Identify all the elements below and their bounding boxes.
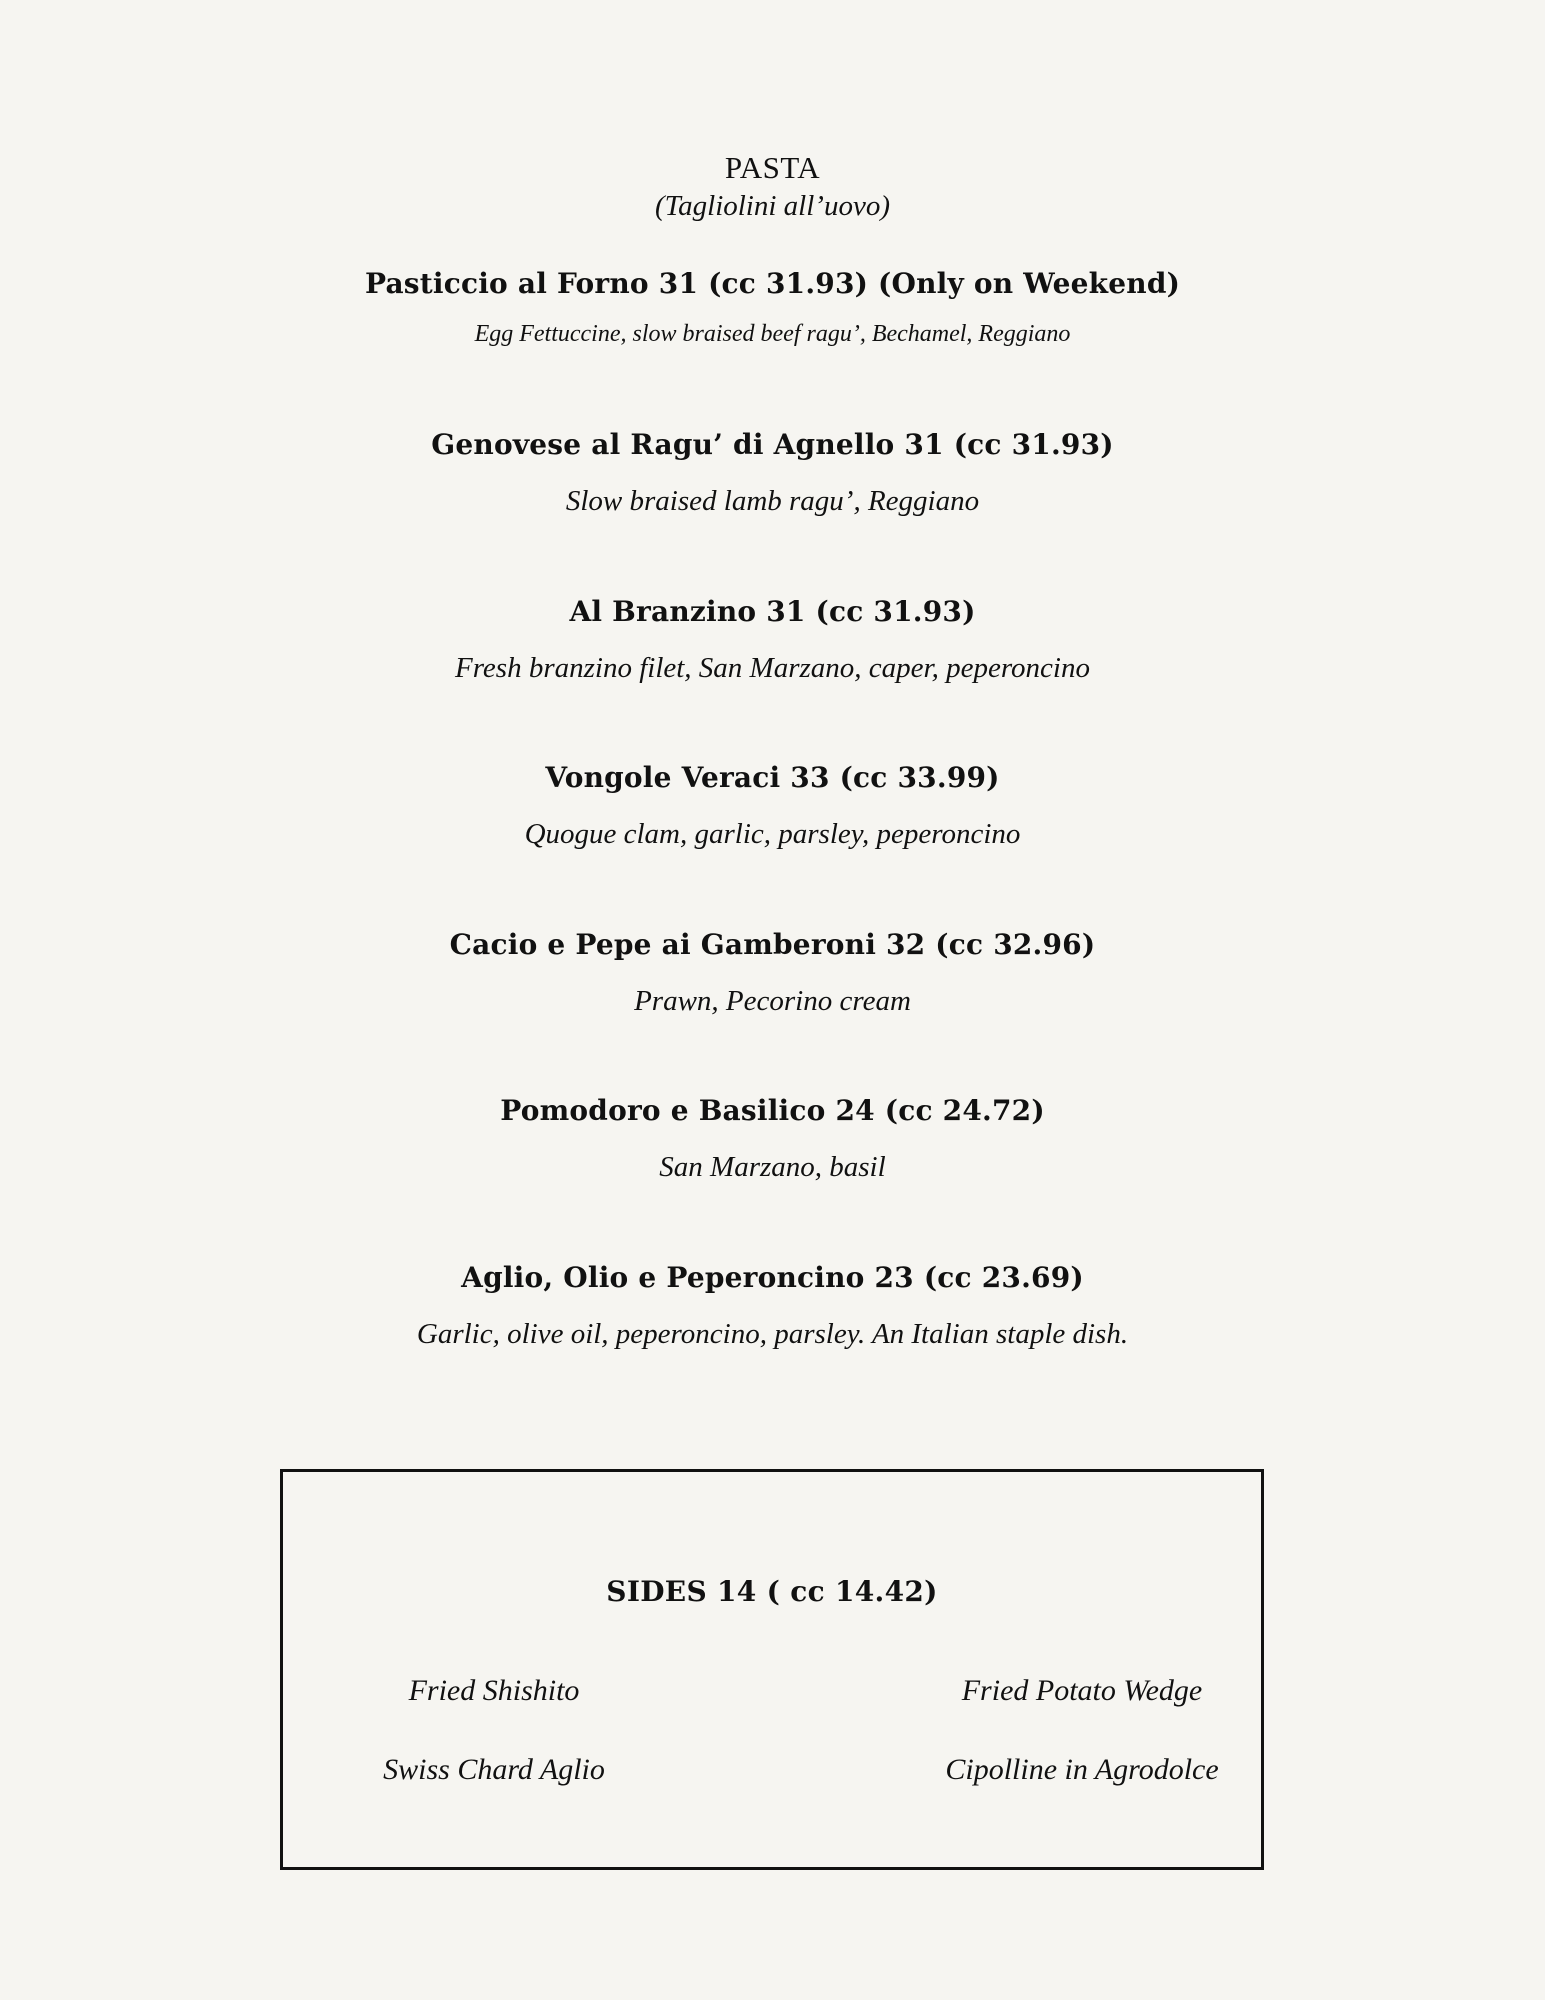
dish-description: Egg Fettuccine, slow braised beef ragu’, Bechamel, Reggiano [474, 321, 1071, 347]
sides-box [280, 1469, 1264, 1870]
dish-name: Vongole Veraci 33 (cc 33.99) [545, 761, 1000, 794]
dish-name: Cacio e Pepe ai Gamberoni 32 (cc 32.96) [449, 928, 1096, 961]
side-item: Fried Potato Wedge [961, 1674, 1203, 1707]
dish-description: San Marzano, basil [659, 1151, 886, 1183]
dish-name: Pomodoro e Basilico 24 (cc 24.72) [500, 1094, 1045, 1127]
dish-description: Fresh branzino filet, San Marzano, caper, peperoncino [455, 652, 1090, 684]
dish-description: Prawn, Pecorino cream [634, 985, 911, 1017]
dish-name: Al Branzino 31 (cc 31.93) [569, 595, 976, 628]
section-header [0, 148, 1545, 224]
dish-item [0, 592, 1545, 688]
dish-item [0, 1258, 1545, 1354]
section-title: PASTA [724, 150, 821, 185]
side-item: Cipolline in Agrodolce [945, 1753, 1219, 1786]
section-subtitle: (Tagliolini all’uovo) [655, 190, 890, 222]
dish-description: Garlic, olive oil, peperoncino, parsley. An Italian staple dish. [416, 1318, 1129, 1350]
dish-name: Aglio, Olio e Peperoncino 23 (cc 23.69) [461, 1261, 1084, 1294]
dish-description: Quogue clam, garlic, parsley, peperoncino [524, 818, 1021, 850]
side-item: Swiss Chard Aglio [383, 1753, 605, 1786]
side-item: Fried Shishito [408, 1674, 580, 1707]
dish-item [0, 1091, 1545, 1187]
dish-description: Slow braised lamb ragu’, Reggiano [565, 485, 980, 517]
dish-item [0, 425, 1545, 521]
dish-name: Pasticcio al Forno 31 (cc 31.93) (Only on Weekend) [364, 267, 1181, 300]
sides-title: SIDES 14 ( cc 14.42) [606, 1575, 938, 1608]
dish-item [0, 264, 1545, 354]
dish-item [0, 925, 1545, 1021]
dish-name: Genovese al Ragu’ di Agnello 31 (cc 31.93) [431, 428, 1114, 461]
dish-item [0, 758, 1545, 854]
